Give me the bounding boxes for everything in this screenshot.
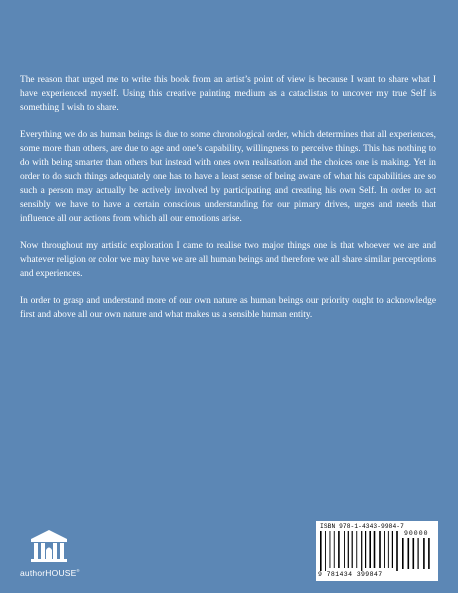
- publisher-logo: [20, 528, 92, 584]
- barcode-bar: [396, 531, 398, 571]
- barcode-bar: [392, 531, 393, 568]
- barcode-bar: [361, 531, 362, 571]
- barcode-bar: [408, 538, 410, 569]
- barcode-bar: [384, 531, 385, 568]
- barcode-bar: [418, 538, 419, 569]
- barcode-bar: [356, 531, 357, 568]
- blurb-text: [20, 73, 436, 334]
- blurb-paragraph-3: Now throughout my artistic exploration I came to realise two major things one is that whoever we are and whatever religion or color we may have we are all human beings and therefore we all share similar perceptions and experiences.: [20, 240, 436, 280]
- barcode-bar: [320, 531, 322, 571]
- barcode-bar: [423, 538, 425, 569]
- barcode-bar: [413, 538, 415, 569]
- blurb-paragraph-1: The reason that urged me to write this book from an artist’s point of view is because I want to share what I have experienced myself. Using this creative painting medium as a cataclistas to uncover my true Self is something I wish to share.: [20, 75, 436, 114]
- barcode-bar: [325, 531, 326, 571]
- ean-barcode-bars: [320, 531, 400, 571]
- blurb-paragraph-4: In order to grasp and understand more of our own nature as human beings our priority ought to acknowledge first and above all our own nature and what makes us a sensible human entity.: [20, 295, 436, 320]
- price-code: 90000: [404, 530, 429, 537]
- barcode-bar: [402, 538, 404, 569]
- barcode-bar: [365, 531, 366, 568]
- barcode-bar: [428, 538, 430, 569]
- authorhouse-logo-icon: [28, 528, 70, 564]
- barcode-bar: [369, 531, 371, 568]
- barcode-bar: [338, 531, 340, 568]
- publisher-name: authorHOUSE®: [20, 568, 80, 578]
- barcode-bar: [334, 531, 335, 568]
- barcode-bar: [388, 531, 389, 568]
- isbn-label: ISBN 978-1-4343-9984-7: [320, 523, 404, 530]
- isbn-barcode: [316, 521, 438, 581]
- barcode-bar: [379, 531, 381, 568]
- barcode-bar: [348, 531, 349, 568]
- addon-barcode-bars: [402, 538, 434, 571]
- ean-digits: 9 781434 399847: [318, 571, 383, 578]
- blurb-paragraph-2: Everything we do as human beings is due to some chronological order, which determines that all experiences, some more than others, are due to age and one’s capability, willingness to perceive things. This has nothing to do with being smarter than others but instead with ones own realisation and the choices one is making. Yet in order to do such things adequately one has to have a least sense of being aware of what his capabilities are so such a person may actually be actively involved by participating and creating his own Self. In order to act sensibly we have to have a certain conscious understanding for our pimary drives, urges and needs that influence all our actions from which all our emotions arise.: [20, 129, 436, 225]
- barcode-bar: [344, 531, 345, 568]
- barcode-bar: [352, 531, 353, 568]
- barcode-bar: [374, 531, 376, 568]
- barcode-bar: [330, 531, 331, 568]
